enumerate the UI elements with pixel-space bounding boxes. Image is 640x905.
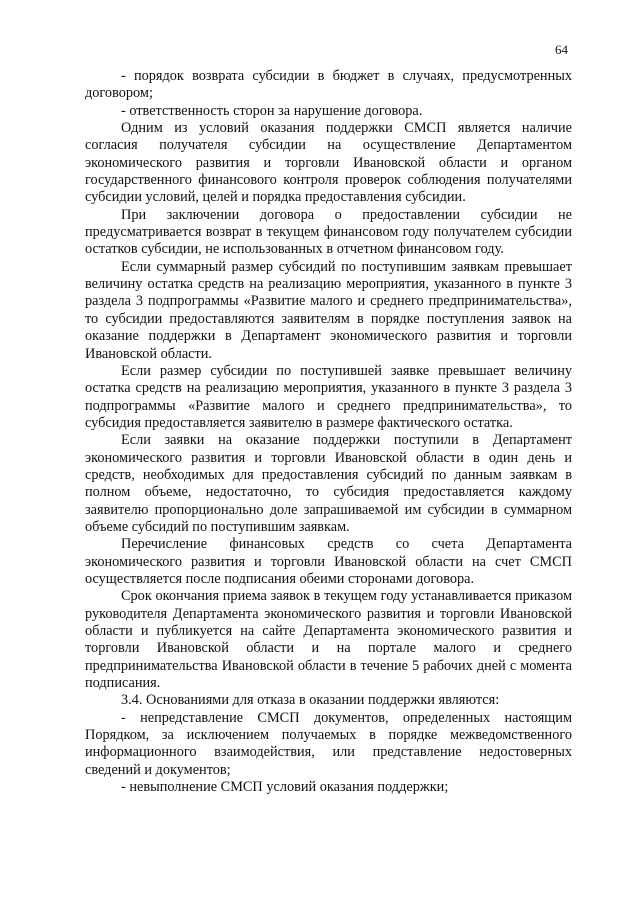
paragraph-same-day-requests: Если заявки на оказание поддержки поступили в Департамент экономического развития и торговли Ивановской области в один день и средств, необходимых для предоставления субсидий по данным заявкам в полном объеме, недостаточно, то субсидия предоставляется каждому заявителю пропорционально доле запрашиваемой им субсидии в суммарном объеме субсидий по поступившим заявкам. xyxy=(85,432,572,535)
paragraph-refusal-conditions-not-met: - невыполнение СМСП условий оказания поддержки; xyxy=(121,779,449,796)
paragraph-support-condition-consent: Одним из условий оказания поддержки СМСП является наличие согласия получателя субсидии на осуществление Департаментом экономического развития и торговли Ивановской области и органом государственного финансового контроля проверок соблюдения получателями субсидии условий, целей и порядка предоставления субсидии. xyxy=(85,120,572,206)
paragraph-refusal-grounds-heading: 3.4. Основаниями для отказа в оказании поддержки являются: xyxy=(121,692,500,709)
paragraph-single-request-exceeds-balance: Если размер субсидии по поступившей заявке превышает величину остатка средств на реализацию мероприятия, указанного в пункте 3 раздела 3 подпрограммы «Развитие малого и среднего предпринимательства», то субсидия предоставляется заявителю в размере фактического остатка. xyxy=(85,362,572,431)
paragraph-application-deadline: Срок окончания приема заявок в текущем году устанавливается приказом руководителя Департамента экономического развития и торговли Ивановской области и публикуется на сайте Департамента экономического развития и торговли Ивановской области и на портале малого и среднего предпринимательства Ивановской области в течение 5 рабочих дней с момента подписания. xyxy=(85,588,572,692)
page-number: 64 xyxy=(555,42,568,57)
paragraph-refusal-missing-documents: - непредставление СМСП документов, определенных настоящим Порядком, за исключением получаемых в порядке межведомственного информационного взаимодействия, или представление недостоверных сведений и документов; xyxy=(85,709,572,778)
paragraph-party-liability: - ответственность сторон за нарушение договора. xyxy=(121,102,423,119)
paragraph-no-return-of-balances: При заключении договора о предоставлении субсидии не предусматривается возврат в текущем финансовом году получателем субсидии остатков субсидии, не использованных в отчетном финансовом году. xyxy=(85,206,572,258)
paragraph-total-exceeds-balance: Если суммарный размер субсидий по поступившим заявкам превышает величину остатка средств на реализацию мероприятия, указанного в пункте 3 раздела 3 подпрограммы «Развитие малого и среднего предпринимательства», то субсидии предоставляются заявителям в порядке поступления заявок на оказание поддержки в Департамент экономического развития и торговли Ивановской области. xyxy=(85,258,572,362)
document-body xyxy=(85,68,572,796)
paragraph-subsidy-return-procedure: - порядок возврата субсидии в бюджет в случаях, предусмотренных договором; xyxy=(85,68,572,102)
paragraph-funds-transfer: Перечисление финансовых средств со счета Департамента экономического развития и торговли Ивановской области на счет СМСП осуществляется после подписания обеими сторонами договора. xyxy=(85,536,572,587)
